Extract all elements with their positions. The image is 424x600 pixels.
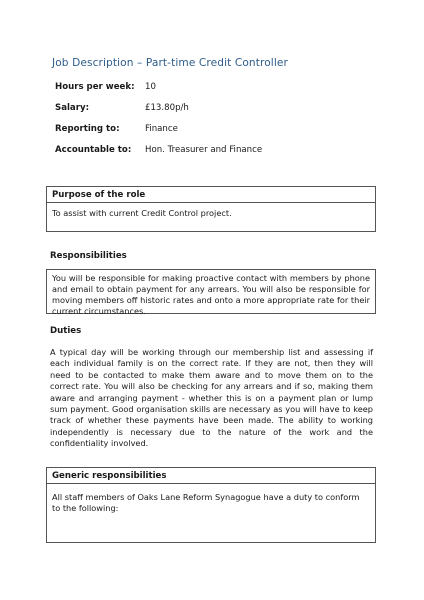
info-value: Finance [145,124,178,134]
responsibilities-heading: Responsibilities [50,251,127,261]
info-value: £13.80p/h [145,103,189,113]
info-label: Hours per week: [55,82,135,92]
info-value: 10 [145,82,156,92]
info-label: Reporting to: [55,124,120,134]
info-label: Salary: [55,103,90,113]
info-label: Accountable to: [55,145,132,155]
generic-heading: Generic responsibilities [47,468,375,484]
info-value: Hon. Treasurer and Finance [145,145,263,155]
generic-responsibilities-box [46,467,376,543]
duties-heading: Duties [50,326,82,336]
duties-text: A typical day will be working through our membership list and assessing if each individual family is on the correct rate. If they are not, then they will need to be contacted to make them aware and to move them on to the correct rate. You will also be checking for any arrears and if so, making them aware and arranging payment - whether this is on a payment plan or lump sum payment. Good organisation skills are necessary as you will have to keep track of whether these payments have been made. The ability to working independently is necessary due to the nature of the work and the confidentiality involved. [50,347,373,449]
purpose-text: To assist with current Credit Control project. [52,208,232,218]
generic-text: All staff members of Oaks Lane Reform Synagogue have a duty to conform to the following: [52,492,360,513]
purpose-box [46,186,376,232]
page-title: Job Description – Part-time Credit Controller [52,57,288,69]
responsibilities-text: You will be responsible for making proactive contact with members by phone and email to obtain payment for any arrears. You will also be responsible for moving members off historic rates and onto a more appropriate rate for their current circumstances. [46,269,376,314]
purpose-heading: Purpose of the role [47,187,375,203]
